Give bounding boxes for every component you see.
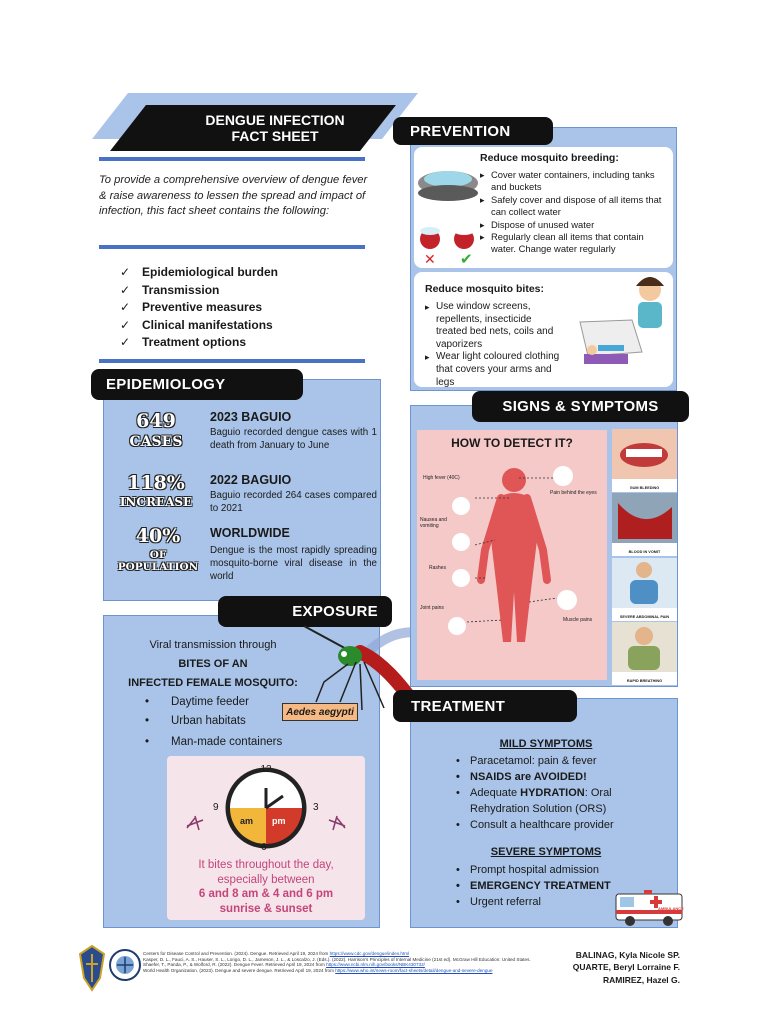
list-item: • Man-made containers: [145, 733, 282, 752]
contents-checklist: [120, 264, 278, 352]
list-item: • Adequate HYDRATION: Oral Rehydration Solution (ORS): [456, 785, 661, 817]
biting-time-caption: It bites throughout the day, especially between 6 and 8 am & 4 and 6 pm sunrise & sunset: [198, 859, 334, 915]
list-item: ▸ Use window screens, repellents, insecticide treated bed nets, coils and vaporizers: [425, 301, 563, 351]
stat-population: 40% OF POPULATION: [117, 525, 199, 573]
abdominal-pain-thumb: SEVERE ABDOMINAL PAIN: [612, 558, 677, 621]
list-item: ▸ Cover water containers, including tanks and buckets: [480, 169, 670, 194]
list-item: • Urgent referral: [456, 894, 626, 910]
stat-increase-detail: 2022 BAGUIO Baguio recorded 264 cases compared to 2021: [210, 473, 377, 515]
title-banner: [92, 93, 384, 153]
bed-net-icon: [562, 272, 673, 384]
check-icon: ✔: [460, 251, 473, 268]
mouth-icon: [612, 429, 677, 479]
check-icon: ✓: [120, 265, 131, 279]
exposure-heading: EXPOSURE: [218, 596, 392, 627]
breeding-title: Reduce mosquito breeding:: [480, 152, 619, 164]
gum-bleeding-thumb: GUM BLEEDING: [612, 429, 677, 492]
detect-card: [417, 430, 607, 680]
human-body-icon: [417, 430, 607, 680]
reference-item: Centers for Disease Control and Prevention. (2024). Dengue. Retrieved April 19, 2024 from https://www.cdc.gov/dengue/index.html: [143, 951, 410, 956]
reference-item: Shaefer, T., Panda, P., & Wolford, R. (2022). Dengue Fever. Retrieved April 19, 2024 from https://www.ncbi.nlm.nih.gov/books/NBK430732/: [143, 962, 425, 968]
author-name: RAMIREZ, Hazel G.: [603, 974, 680, 985]
label-fever: High fever (40C): [423, 475, 460, 481]
list-item: • EMERGENCY TREATMENT: [456, 878, 626, 894]
check-icon: ✓: [120, 282, 131, 297]
treatment-heading: TREATMENT: [393, 690, 577, 722]
intro-text: To provide a comprehensive overview of dengue fever & raise awareness to lessen the spread and impact of infection, this fact sheet contains the following:: [99, 174, 368, 218]
reference-link[interactable]: https://www.cdc.gov/dengue/index.html: [329, 951, 410, 956]
page-title: DENGUE INFECTION FACT SHEET: [205, 112, 345, 144]
breeding-card: [414, 147, 673, 268]
person-breathing-icon: [612, 622, 677, 672]
severe-symptoms-list: [456, 862, 626, 910]
label-eyes: Pain behind the eyes: [550, 490, 597, 496]
reference-item: Kasper, D. L., Fauci, A. S., Hauser, S. L., Longo, D. L., Jameson, J. L., & Loscalzo, J. (Eds.). (2022). Harrison's Principles of Internal Medicine (21st ed). McGraw Hill Education: United States.: [143, 956, 531, 962]
exposure-intro: Viral transmission through BITES OF AN INFECTED FEMALE MOSQUITO:: [128, 639, 298, 689]
clock-number-9: 9: [213, 802, 219, 813]
prevention-heading: PREVENTION: [393, 117, 553, 145]
list-item: • NSAIDS are AVOIDED!: [456, 769, 661, 785]
label-muscle: Muscle pains: [563, 617, 593, 623]
ambulance-icon: [614, 884, 686, 928]
reference-link[interactable]: https://www.ncbi.nlm.nih.gov/books/NBK430732/: [326, 962, 425, 968]
clock-number-6: 6: [261, 842, 267, 853]
checklist-item: ✓ Treatment options: [120, 334, 278, 352]
list-item: ▸ Dispose of unused water: [480, 219, 670, 231]
signs-heading: SIGNS & SYMPTOMS: [472, 391, 689, 422]
rapid-breathing-thumb: RAPID BREATHING: [612, 622, 677, 685]
label-rashes: Rashes: [429, 565, 446, 571]
detect-title: HOW TO DETECT IT?: [451, 436, 573, 450]
severe-symptoms-title: SEVERE SYMPTOMS: [490, 846, 602, 858]
mild-symptoms-title: MILD SYMPTOMS: [499, 738, 593, 750]
check-icon: ✓: [120, 317, 131, 332]
stat-cases: 649 CASES: [129, 410, 183, 450]
epidemiology-heading: EPIDEMIOLOGY: [91, 369, 303, 400]
list-item: • Prompt hospital admission: [456, 862, 626, 878]
divider-middle: [99, 245, 365, 249]
list-item: • Consult a healthcare provider: [456, 817, 661, 833]
list-item: ▸ Safely cover and dispose of all items that can collect water: [480, 194, 670, 219]
exposure-bullets: [145, 693, 282, 752]
clock-am-label: am: [240, 816, 254, 826]
stat-population-detail: WORLDWIDE Dengue is the most rapidly spreading mosquito-borne viral disease in the world: [210, 526, 377, 583]
divider-bottom: [99, 359, 365, 363]
clock-number-12: 12: [260, 764, 272, 775]
list-item: ▸ Wear light coloured clothing that covers your arms and legs: [425, 351, 563, 389]
biting-time-card: [167, 756, 365, 920]
author-name: QUARTE, Beryl Lorraine F.: [572, 962, 680, 973]
cross-icon: ✕: [424, 251, 436, 267]
check-icon: ✓: [120, 335, 131, 350]
check-icon: ✓: [120, 300, 131, 315]
breeding-list: [480, 169, 670, 256]
bites-card: [414, 272, 673, 387]
blood-vomit-thumb: BLOOD IN VOMIT: [612, 493, 677, 556]
checklist-item: ✓ Preventive measures: [120, 299, 278, 317]
mild-symptoms-list: [456, 753, 661, 833]
blood-icon: [612, 493, 677, 543]
author-name: BALINAG, Kyla Nicole SP.: [575, 950, 680, 960]
checklist-item: ✓ Transmission: [120, 282, 278, 300]
person-pain-icon: [612, 558, 677, 608]
university-seal-icon: [78, 944, 106, 992]
list-item: ▸ Regularly clean all items that contain water. Change water regularly: [480, 231, 670, 256]
references: [143, 951, 563, 973]
college-seal-icon: [108, 948, 142, 982]
clock-pm-label: pm: [272, 816, 286, 826]
reference-link[interactable]: https://www.who.int/news-room/fact-sheets/detail/dengue-and-severe-dengue: [335, 967, 493, 973]
list-item: • Daytime feeder: [145, 693, 282, 712]
list-item: • Urban habitats: [145, 712, 282, 731]
label-nausea: Nausea and vomiting: [420, 517, 447, 529]
label-joint: Joint pains: [420, 605, 444, 611]
species-label: Aedes aegypti: [282, 703, 358, 721]
stat-cases-detail: 2023 BAGUIO Baguio recorded dengue cases with 1 death from January to June: [210, 410, 377, 452]
ambulance-label: AMBULANCE: [658, 906, 684, 911]
authors: [573, 949, 680, 986]
list-item: • Paracetamol: pain & fever: [456, 753, 661, 769]
clock-number-3: 3: [313, 802, 319, 813]
reference-item: World Health Organization. (2023). Dengue and severe dengue. Retrieved April 19, 2024 from https://www.who.int/news-room/fact-sheets/detail/dengue-and-severe-dengue: [143, 967, 493, 973]
divider-top: [99, 157, 365, 161]
bites-title: Reduce mosquito bites:: [425, 283, 545, 295]
checklist-item: ✓ Clinical manifestations: [120, 317, 278, 335]
stat-increase: 118% INCREASE: [119, 472, 193, 509]
bites-list: [425, 301, 563, 389]
checklist-item: ✓ Epidemiological burden: [120, 264, 278, 282]
